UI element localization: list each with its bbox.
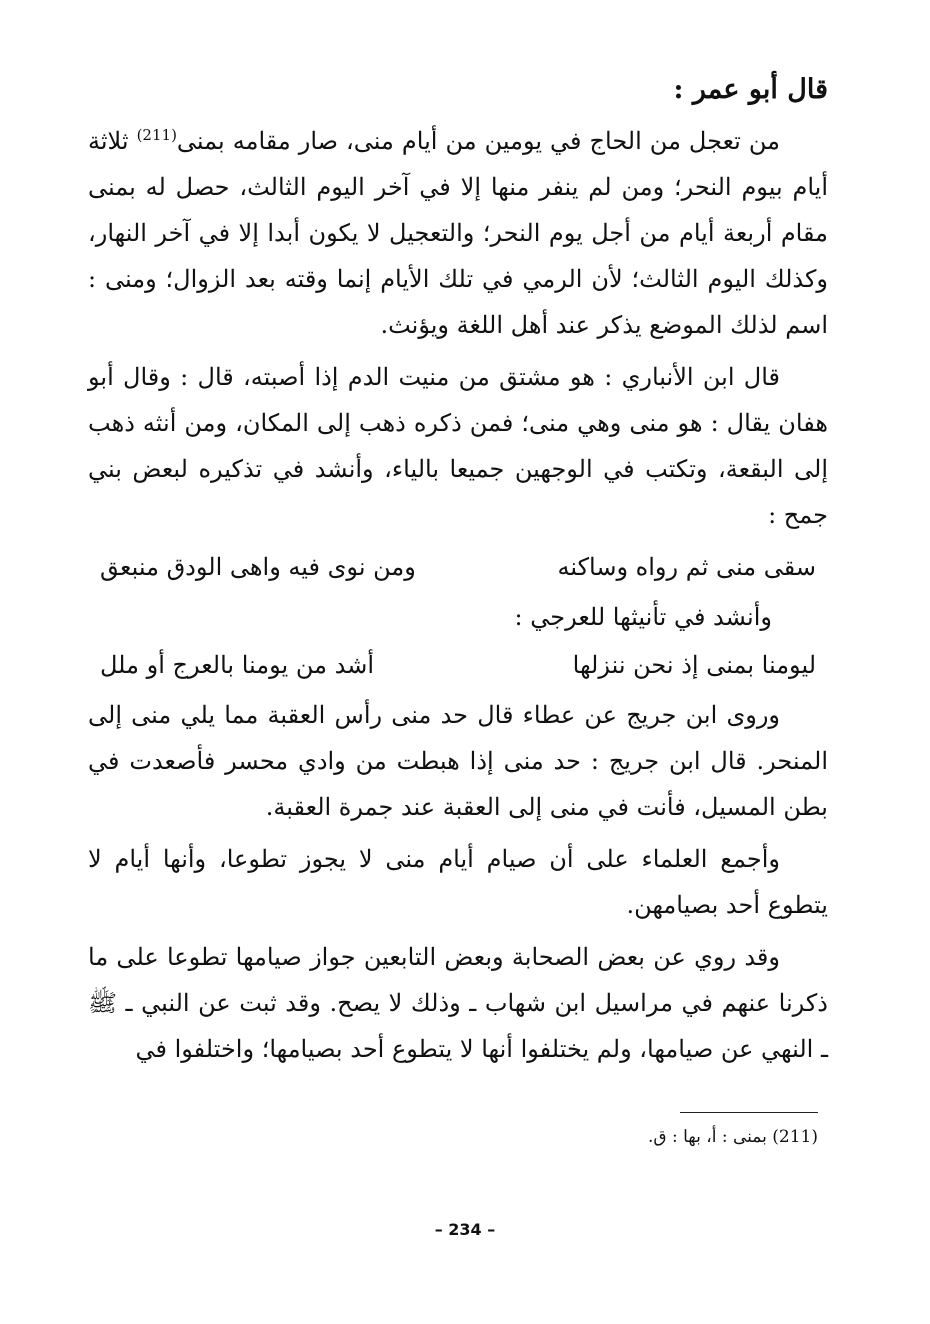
verse-2-first-hemistich: ليومنا بمنى إذ نحن ننزلها [572,651,816,679]
verse-2 [100,642,816,688]
page-number: – 234 – [434,1220,496,1239]
verse-1-second-hemistich: ومن نوى فيه واهى الودق منبعق [100,553,416,581]
paragraph-1-text-a: من تعجل من الحاج في يومين من أيام منى، صار مقامه بمنى [176,127,780,155]
paragraph-3: وروى ابن جريج عن عطاء قال حد منى رأس العقبة مما يلي منى إلى المنحر. قال ابن جريج : حد منى إذا هبطت من وادي محسر فأصعدت في بطن المسيل، فأنت في منى إلى العقبة عند جمرة العقبة. [88,701,828,821]
verse-2-second-hemistich: أشد من يومنا بالعرج أو ملل [100,651,374,679]
footnote-divider [680,1112,818,1113]
paragraph-5: وقد روي عن بعض الصحابة وبعض التابعين جواز صيامها تطوعا على ما ذكرنا عنهم في مراسيل ابن شهاب ـ وذلك لا يصح. وقد ثبت عن النبي ـ ﷺ ـ النهي عن صيامها، ولم يختلفوا أنها لا يتطوع أحد بصيامها؛ واختلفوا في [88,943,828,1063]
verse-1-first-hemistich: سقى منى ثم رواه وساكنه [557,553,816,581]
section-heading: قال أبو عمر : [673,74,828,105]
paragraph-2: قال ابن الأنباري : هو مشتق من منيت الدم إذا أصبته، قال : وقال أبو هفان يقال : هو منى وهي منى؛ فمن ذكره ذهب إلى المكان، ومن أنثه ذهب إلى البقعة، وتكتب في الوجهين جميعا بالياء، وأنشد في تذكيره لبعض بني جمح : [88,363,828,529]
paragraph-1-text-b: ثلاثة أيام بيوم النحر؛ ومن لم ينفر منها إلا في آخر اليوم الثالث، حصل له بمنى مقام أربعة أيام من أجل يوم النحر؛ والتعجيل لا يكون أبدا إلا في آخر النهار، وكذلك اليوم الثالث؛ لأن الرمي في تلك الأيام إنما وقته بعد الزوال؛ ومنى : اسم لذلك الموضع يذكر عند أهل اللغة ويؤنث. [88,127,829,339]
paragraph-1 [88,112,828,348]
verse-1 [100,544,816,590]
footnote-reference: (211) [136,126,177,144]
verse-intro: وأنشد في تأنيثها للعرجي : [514,603,772,631]
paragraph-4: وأجمع العلماء على أن صيام أيام منى لا يجوز تطوعا، وأنها أيام لا يتطوع أحد بصيامهن. [88,845,828,919]
footnote: (211) بمنى : أ، بها : ق. [647,1127,818,1147]
page-body [88,70,828,1078]
